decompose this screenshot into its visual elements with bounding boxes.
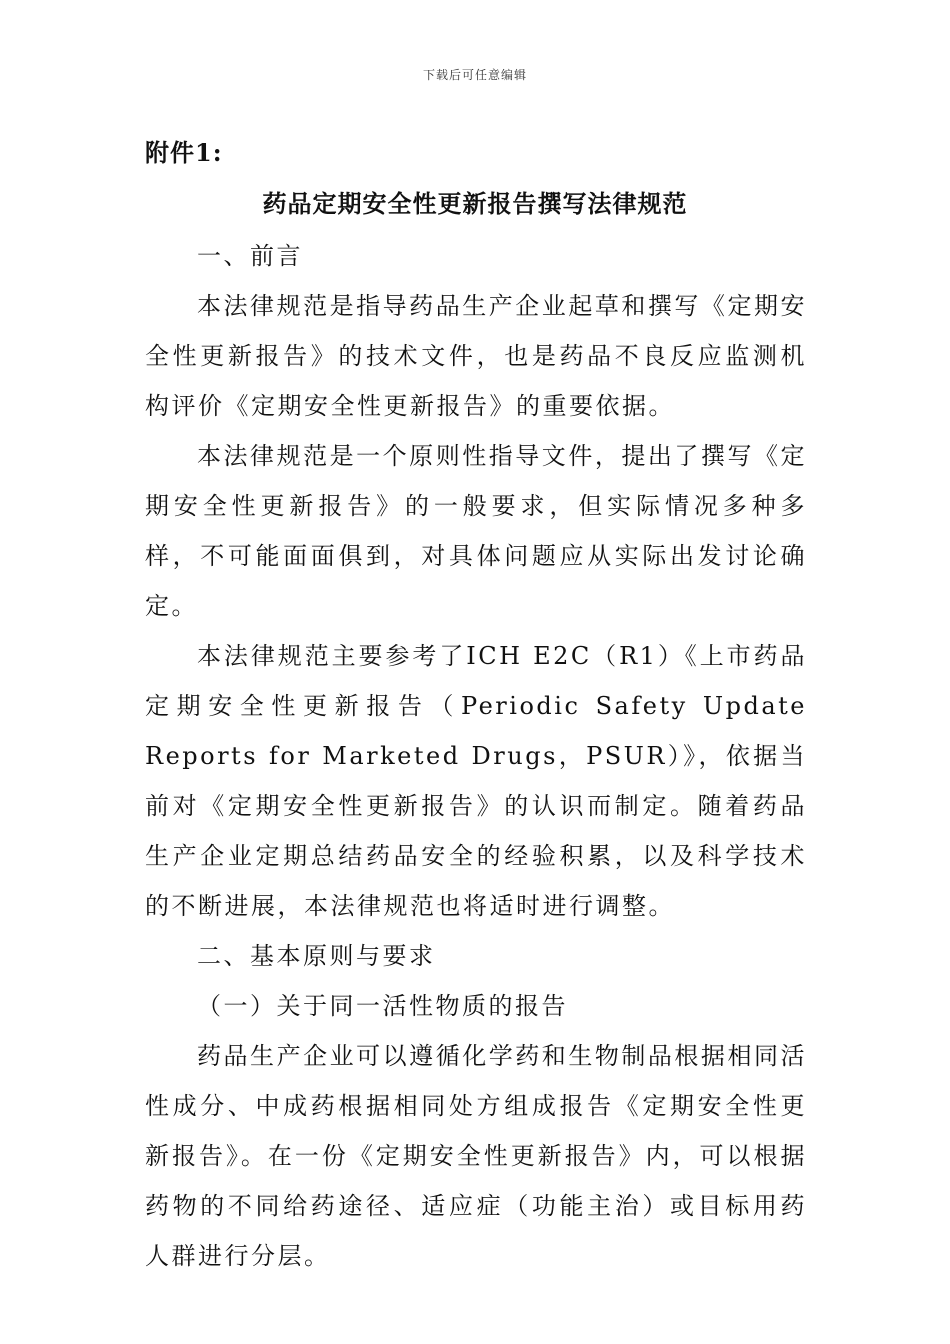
document-body [145, 231, 807, 1281]
section-heading-preface: 一、前言 [197, 242, 303, 270]
header-note: 下载后可任意编辑 [422, 68, 527, 82]
paragraph-2: 本法律规范是一个原则性指导文件，提出了撰写《定期安全性更新报告》的一般要求，但实际情况多种多样，不可能面面俱到，对具体问题应从实际出发讨论确定。 [145, 442, 807, 620]
section-heading-principles: 二、基本原则与要求 [197, 942, 436, 970]
paragraph-4: 药品生产企业可以遵循化学药和生物制品根据相同活性成分、中成药根据相同处方组成报告《定期安全性更新报告》。在一份《定期安全性更新报告》内，可以根据药物的不同给药途径、适应症（功能主治）或目标用药人群进行分层。 [145, 1042, 807, 1270]
paragraph-3: 本法律规范主要参考了ICH E2C（R1）《上市药品定期安全性更新报告（Periodic Safety Update Reports for Marketed Drugs，PSUR）》，依据当前对《定期安全性更新报告》的认识而制定。随着药品生产企业定期总结药品安全的经验积累，以及科学技术的不断进展，本法律规范也将适时进行调整。 [145, 642, 807, 920]
attachment-label: 附件1: [145, 138, 223, 167]
subsection-heading-active-substance: （一）关于同一活性物质的报告 [197, 992, 568, 1020]
document-title: 药品定期安全性更新报告撰写法律规范 [262, 189, 688, 218]
paragraph-1: 本法律规范是指导药品生产企业起草和撰写《定期安全性更新报告》的技术文件，也是药品不良反应监测机构评价《定期安全性更新报告》的重要依据。 [145, 292, 807, 420]
